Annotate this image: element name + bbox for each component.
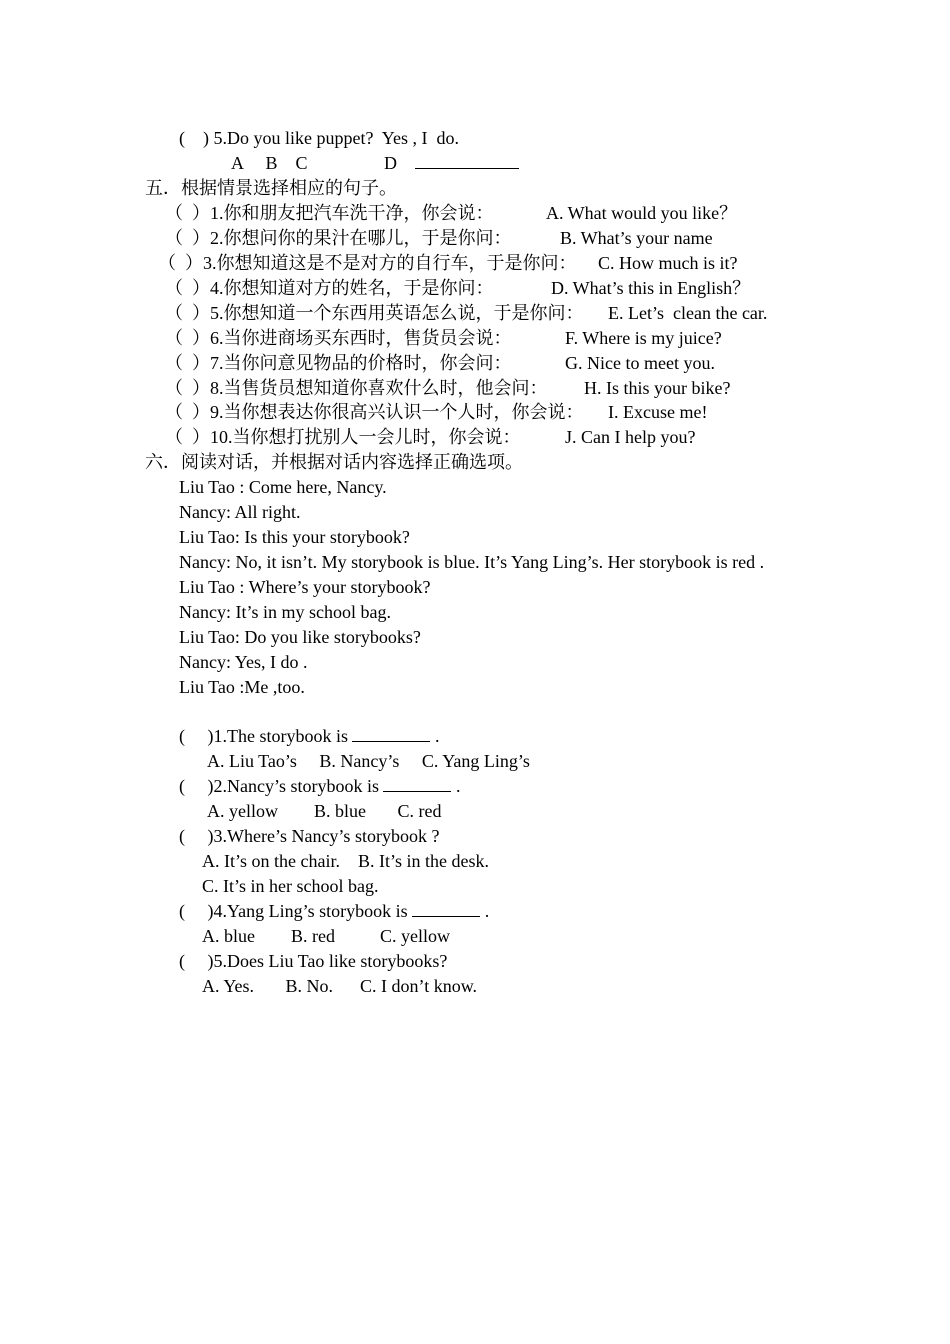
section6-question-2-options: A. yellow B. blue C. red [207, 801, 442, 821]
section5-question-5: （ ）5.你想知道一个东西用英语怎么说，于是你问： [165, 303, 584, 323]
section5-option-a: A. What would you like？ [546, 203, 738, 223]
section5-question-7: （ ）7.当你问意见物品的价格时，你会问： [165, 353, 512, 373]
dialogue-line: Liu Tao : Come here, Nancy. [179, 477, 387, 497]
section5-question-9: （ ）9.当你想表达你很高兴认识一个人时，你会说： [165, 402, 584, 422]
q4-item-5: ( ) 5.Do you like puppet? Yes , I do. [179, 128, 459, 148]
q4-item-5-options [231, 152, 519, 174]
section5-question-8: （ ）8.当售货员想知道你喜欢什么时，他会问： [165, 378, 548, 398]
answer-blank[interactable] [415, 154, 519, 169]
answer-blank[interactable] [412, 902, 480, 917]
section6-title: 六．阅读对话，并根据对话内容选择正确选项。 [145, 452, 523, 472]
section6-question-4-options: A. blue B. red C. yellow [202, 926, 450, 946]
section5-option-d: D. What’s this in English？ [551, 278, 751, 298]
section5-question-2: （ ）2.你想问你的果汁在哪儿，于是你问： [165, 228, 512, 248]
question-end: . [451, 776, 461, 796]
dialogue-line: Nancy: All right. [179, 502, 301, 522]
dialogue-line: Liu Tao : Where’s your storybook? [179, 577, 431, 597]
answer-blank[interactable] [352, 727, 430, 742]
section5-question-3: （ ）3.你想知道这是不是对方的自行车，于是你问： [158, 253, 577, 273]
section6-question-3: ( )3.Where’s Nancy’s storybook ? [179, 826, 440, 846]
dialogue-line: Nancy: It’s in my school bag. [179, 602, 391, 622]
section6-question-2 [179, 775, 460, 797]
section6-question-1 [179, 725, 439, 747]
dialogue-line: Nancy: Yes, I do . [179, 652, 308, 672]
question-end: . [480, 901, 490, 921]
dialogue-line: Liu Tao :Me ,too. [179, 677, 305, 697]
section5-option-j: J. Can I help you? [565, 427, 696, 447]
question-stem: ( )2.Nancy’s storybook is [179, 776, 384, 796]
section5-option-b: B. What’s your name [560, 228, 713, 248]
section5-question-10: （ ）10.当你想打扰别人一会儿时，你会说： [165, 427, 521, 447]
section6-question-3-options-1: A. It’s on the chair. B. It’s in the desk. [202, 851, 489, 871]
section6-question-3-options-2: C. It’s in her school bag. [202, 876, 379, 896]
section5-option-f: F. Where is my juice? [565, 328, 722, 348]
question-stem: ( )1.The storybook is [179, 726, 353, 746]
section6-question-5-options: A. Yes. B. No. C. I don’t know. [202, 976, 478, 996]
section6-question-1-options: A. Liu Tao’s B. Nancy’s C. Yang Ling’s [207, 751, 530, 771]
question-stem: ( )4.Yang Ling’s storybook is [179, 901, 413, 921]
answer-blank[interactable] [383, 777, 451, 792]
section5-option-h: H. Is this your bike? [584, 378, 731, 398]
dialogue-line: Nancy: No, it isn’t. My storybook is blue. It’s Yang Ling’s. Her storybook is red . [179, 552, 765, 572]
section5-option-g: G. Nice to meet you. [565, 353, 715, 373]
section5-option-c: C. How much is it? [598, 253, 738, 273]
section5-question-1: （ ）1.你和朋友把汽车洗干净，你会说： [165, 203, 494, 223]
section5-option-i: I. Excuse me! [608, 402, 708, 422]
q4-item-5-option-labels: A B C D [231, 153, 398, 173]
section5-question-6: （ ）6.当你进商场买东西时，售货员会说： [165, 328, 512, 348]
question-end: . [430, 726, 440, 746]
section5-question-4: （ ）4.你想知道对方的姓名，于是你问： [165, 278, 494, 298]
section5-title: 五．根据情景选择相应的句子。 [145, 178, 397, 198]
dialogue-line: Liu Tao: Is this your storybook? [179, 527, 410, 547]
dialogue-line: Liu Tao: Do you like storybooks? [179, 627, 421, 647]
section6-question-4 [179, 900, 489, 922]
section6-question-5: ( )5.Does Liu Tao like storybooks? [179, 951, 448, 971]
section5-option-e: E. Let’s clean the car. [608, 303, 768, 323]
